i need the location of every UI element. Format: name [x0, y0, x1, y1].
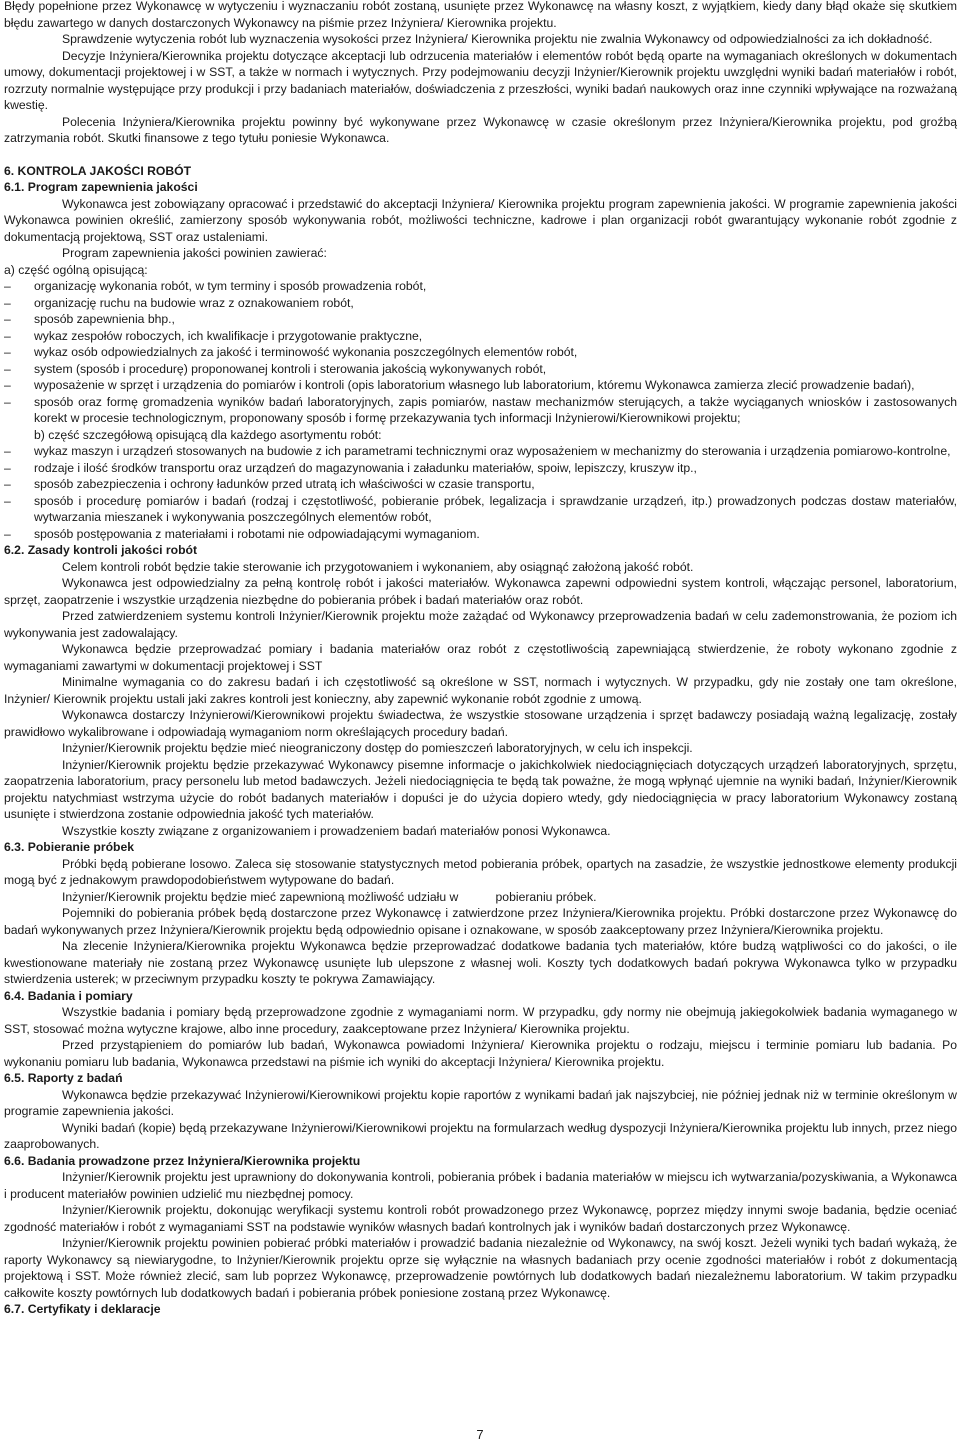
section-heading: 6. KONTROLA JAKOŚCI ROBÓT [4, 163, 192, 178]
paragraph: Wykonawca jest zobowiązany opracować i przedstawić do akceptacji Inżyniera/ Kierownika projektu program zapewnienia jakości. W programie zapewnienia jakości Wykonawca powinien określić, zamierzony sposób wykonywania robót, możliwości techniczne, kadrowe i plan organizacji robót gwarantujący wykonanie robót zgodnie z dokumentacją projektową, SST oraz ustaleniami. [4, 196, 957, 244]
list-item: – rodzaje i ilość środków transportu oraz urządzeń do magazynowania i załadunku materiałów, spoiw, lepiszczy, kruszyw itp., [4, 460, 957, 477]
list-item: – sposób zabezpieczenia i ochrony ładunków przed utratą ich właściwości w czasie transportu, [4, 476, 957, 493]
paragraph: Inżynier/Kierownik projektu jest uprawniony do dokonywania kontroli, pobierania próbek i badania materiałów w miejscu ich wytwarzania/pozyskiwania, a Wykonawca i producent materiałów powinien udzielić mu niezbędnej pomocy. [4, 1170, 957, 1201]
list-item: – wykaz zespołów roboczych, ich kwalifikacje i przygotowanie praktyczne, [4, 328, 957, 345]
list-item: – organizację ruchu na budowie wraz z oznakowaniem robót, [4, 295, 957, 312]
intro-paragraph: Decyzje Inżyniera/Kierownika projektu dotyczące akceptacji lub odrzucenia materiałów i elementów robót będą oparte na wymaganiach określonych w dokumentach umowy, dokumentacji projektowej i w SST, a także w normach i wytycznych. Przy podejmowaniu decyzji Inżynier/Kierownik projektu uwzględni wyniki badań materiałów i robót, rozrzuty normalnie występujące przy produkcji i przy badaniach materiałów, doświadczenia z przeszłości, wyniki badań naukowych oraz inne czynniki wpływające na rozważaną kwestię. [4, 48, 957, 112]
paragraph: Inżynier/Kierownik projektu będzie przekazywać Wykonawcy pisemne informacje o jakichkolwiek niedociągnięciach dotyczących urządzeń laboratoryjnych, sprzętu, zaopatrzenia laboratorium, pracy personelu lub metod badawczych. Jeżeli niedociągnięcia te będą tak poważne, że mogą wpłynąć ujemnie na wyniki badań, Inżynier/Kierownik projektu natychmiast wstrzyma użycie do robót badanych materiałów i dopuści je do użycia dopiero wtedy, gdy niedociągnięcia w pracy laboratorium Wykonawcy zostaną usunięte i stwierdzona zostanie odpowiednia jakość tych materiałów. [4, 757, 957, 821]
list-item: – wykaz osób odpowiedzialnych za jakość i terminowość wykonania poszczególnych elementów robót, [4, 344, 957, 361]
list-item: – sposób oraz formę gromadzenia wyników badań laboratoryjnych, zapis pomiarów, nastaw mechanizmów sterujących, a także wyciąganych wniosków i zastosowanych korekt w procesie technologicznym, proponowany sposób i formę przekazywania tych informacji Inżynierowi/Kierownikowi projektu; [4, 394, 957, 427]
list-label: a) część ogólną opisującą: [4, 262, 148, 277]
paragraph: Na zlecenie Inżyniera/Kierownika projektu Wykonawca będzie przeprowadzać dodatkowe badania tych materiałów, które budzą wątpliwości co do jakości, o ile kwestionowane materiały nie zostaną przez Wykonawcę usunięte lub ulepszone z własnej woli. Koszty tych dodatkowych badań pokrywa Wykonawca tylko w przypadku stwierdzenia usterek; w przeciwnym przypadku koszty te pokrywa Zamawiający. [4, 939, 957, 986]
paragraph: Inżynier/Kierownik projektu będzie mieć nieograniczony dostęp do pomieszczeń laboratoryjnych, w celu ich inspekcji. [62, 741, 693, 755]
subsection-heading: 6.3. Pobieranie próbek [4, 840, 135, 854]
list-label: b) część szczegółową opisującą dla każdego asortymentu robót: [34, 427, 382, 442]
paragraph: Inżynier/Kierownik projektu, dokonując weryfikacji systemu kontroli robót prowadzonego przez Wykonawcę, poprzez między innymi swoje badania, będzie oceniać zgodność materiałów i robót z wymaganiami SST na podstawie wyników własnych badań kontrolnych jak i wyników badań dostarczonych przez Wykonawcę. [4, 1203, 957, 1234]
paragraph: Inżynier/Kierownik projektu powinien pobierać próbki materiałów i prowadzić badania niezależnie od Wykonawcy, na swój koszt. Jeżeli wyniki tych badań wykażą, że raporty Wykonawcy są niewiarygodne, to Inżynier/Kierownik projektu oprze się wyłącznie na własnych badaniach przy ocenie zgodności materiałów i robót z dokumentacją projektową i SST. Może również zlecić, sam lub poprzez Wykonawcę, przeprowadzenie powtórnych lub dodatkowych badań niezależnemu laboratorium. W takim przypadku całkowite koszty powtórnych lub dodatkowych badań i pobierania próbek poniesione zostaną przez Wykonawcę. [4, 1236, 957, 1300]
paragraph: Program zapewnienia jakości powinien zawierać: [62, 246, 327, 260]
paragraph: Wykonawca będzie przeprowadzać pomiary i badania materiałów oraz robót z częstotliwością zapewniającą stwierdzenie, że roboty wykonano zgodnie z wymaganiami zawartymi w dokumentacji projektowej i SST [4, 642, 957, 673]
intro-paragraph: Błędy popełnione przez Wykonawcę w wytyczeniu i wyznaczaniu robót zostaną, usunięte przez Wykonawcę na własny koszt, z wyjątkiem, kiedy dany błąd okaże się skutkiem błędu zawartego w danych dostarczonych Wykonawcy na piśmie przez Inżyniera/ Kierownika projektu. [4, 0, 957, 30]
paragraph: Wykonawca dostarczy Inżynierowi/Kierownikowi projektu świadectwa, że wszystkie stosowane urządzenia i sprzęt badawczy posiadają ważną legalizację, zostały prawidłowo wykalibrowane i odpowiadają wymaganiom norm określających procedury badań. [4, 708, 957, 739]
paragraph: Próbki będą pobierane losowo. Zaleca się stosowanie statystycznych metod pobierania próbek, opartych na zasadzie, że wszystkie jednostkowe elementy produkcji mogą być z jednakowym prawdopodobieństwem wytypowane do badań. [4, 856, 957, 887]
document-page [4, 0, 957, 1318]
paragraph: Wszystkie koszty związane z organizowaniem i prowadzeniem badań materiałów ponosi Wykonawca. [62, 823, 611, 838]
intro-paragraph: Polecenia Inżyniera/Kierownika projektu powinny być wykonywane przez Wykonawcę w czasie określonym przez Inżyniera/Kierownika projektu, pod groźbą zatrzymania robót. Skutki finansowe z tego tytułu poniesie Wykonawca. [4, 114, 957, 145]
paragraph: Wszystkie badania i pomiary będą przeprowadzone zgodnie z wymaganiami norm. W przypadku, gdy normy nie obejmują jakiegokolwiek badania wymaganego w SST, stosować można wytyczne krajowe, albo inne procedury, zaakceptowane przez Inżyniera/ Kierownika projektu. [4, 1005, 957, 1036]
intro-paragraph: Sprawdzenie wytyczenia robót lub wyznaczenia wysokości przez Inżyniera/ Kierownika projektu nie zwalnia Wykonawcy od odpowiedzialności za ich dokładność. [62, 32, 933, 46]
list-item: – system (sposób i procedurę) proponowanej kontroli i sterowania jakością wykonywanych robót, [4, 361, 957, 378]
paragraph: Pojemniki do pobierania próbek będą dostarczone przez Wykonawcę i zatwierdzone przez Inżyniera/Kierownika projektu. Próbki dostarczone przez Wykonawcę do badań wykonywanych przez Inżyniera/Kierownik projektu będą odpowiednio opisane i oznakowane, w sposób zaakceptowany przez Inżyniera/Kierownika projektu. [4, 906, 957, 937]
list-item: – sposób i procedurę pomiarów i badań (rodzaj i częstotliwość, pobieranie próbek, legalizacja i sprawdzanie urządzeń, itp.) prowadzonych podczas dostaw materiałów, wytwarzania mieszanek i wykonywania poszczególnych elementów robót, [4, 493, 957, 526]
list-item: – wykaz maszyn i urządzeń stosowanych na budowie z ich parametrami technicznymi oraz wyposażeniem w mechanizmy do sterowania i urządzenia pomiarowo-kontrolne, [4, 443, 957, 460]
paragraph: Celem kontroli robót będzie takie sterowanie ich przygotowaniem i wykonaniem, aby osiągnąć założoną jakość robót. [62, 559, 694, 574]
list-item: – wyposażenie w sprzęt i urządzenia do pomiarów i kontroli (opis laboratorium własnego lub laboratorium, któremu Wykonawca zamierza zlecić prowadzenie badań), [4, 377, 957, 394]
subsection-heading: 6.6. Badania prowadzone przez Inżyniera/Kierownika projektu [4, 1153, 361, 1168]
paragraph: Wykonawca jest odpowiedzialny za pełną kontrolę robót i jakości materiałów. Wykonawca zapewni odpowiedni system kontroli, włączając personel, laboratorium, sprzęt, zaopatrzenie i wszystkie urządzenia niezbędne do pobierania próbek i badań materiałów oraz robót. [4, 576, 957, 607]
paragraph: Wykonawca będzie przekazywać Inżynierowi/Kierownikowi projektu kopie raportów z wynikami badań jak najszybciej, nie później jednak niż w terminie określonym w programie zapewnienia jakości. [4, 1087, 957, 1118]
subsection-heading: 6.4. Badania i pomiary [4, 988, 133, 1003]
page-number: 7 [476, 1427, 484, 1442]
subsection-heading: 6.7. Certyfikaty i deklaracje [4, 1302, 161, 1316]
list-item: – organizację wykonania robót, w tym terminy i sposób prowadzenia robót, [4, 278, 957, 295]
paragraph: Wyniki badań (kopie) będą przekazywane Inżynierowi/Kierownikowi projektu na formularzach według dyspozycji Inżyniera/Kierownika projektu lub innych, przez niego zaaprobowanych. [4, 1120, 957, 1151]
list-item: – sposób zapewnienia bhp., [4, 311, 957, 328]
paragraph: Przed przystąpieniem do pomiarów lub badań, Wykonawca powiadomi Inżyniera/ Kierownika projektu o rodzaju, miejscu i terminie pomiaru lub badania. Po wykonaniu pomiaru lub badania, Wykonawca przedstawi na piśmie ich wyniki do akceptacji Inżyniera/ Kierownika projektu. [4, 1038, 957, 1069]
paragraph: Inżynier/Kierownik projektu będzie mieć zapewnioną możliwość udziału w pobieraniu próbek. [62, 889, 597, 904]
paragraph: Minimalne wymagania co do zakresu badań i ich częstotliwość są określone w SST, normach i wytycznych. W przypadku, gdy nie zostały one tam określone, Inżynier/ Kierownik projektu ustali jaki zakres kontroli jest konieczny, aby zapewnić wykonanie robót zgodnie z umową. [4, 675, 957, 706]
subsection-heading: 6.1. Program zapewnienia jakości [4, 180, 198, 194]
subsection-heading: 6.2. Zasady kontroli jakości robót [4, 543, 198, 557]
subsection-heading: 6.5. Raporty z badań [4, 1071, 123, 1085]
list-item: – sposób postępowania z materiałami i robotami nie odpowiadającymi wymaganiom. [4, 526, 957, 543]
detailed-part-list [4, 443, 957, 542]
general-part-list [4, 278, 957, 427]
paragraph: Przed zatwierdzeniem systemu kontroli Inżynier/Kierownik projektu może zażądać od Wykonawcy przeprowadzenia badań w celu zademonstrowania, że poziom ich wykonywania jest zadowalający. [4, 609, 957, 640]
